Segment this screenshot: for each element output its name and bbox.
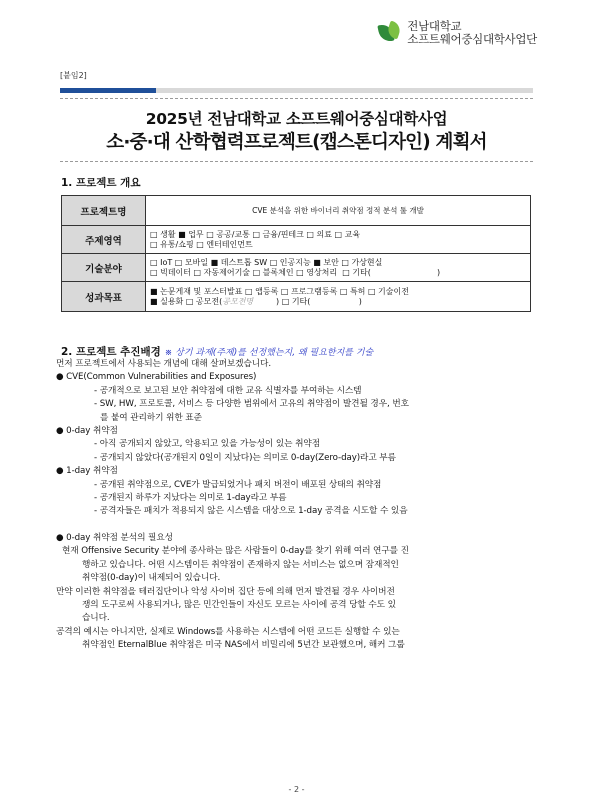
outcome-goal-value — [146, 282, 531, 312]
tech-field-line1: □ IoT □ 모바일 ■ 데스트톱 SW □ 인공지능 ■ 보안 □ 가상현실 — [150, 257, 383, 267]
bullet-item: ● 0-day 취약점 — [56, 426, 118, 437]
paragraph-line: 취약점인 EternalBlue 취약점은 미국 NAS에서 비밀리에 5년간 보관했으며, 해커 그룹 — [82, 640, 405, 651]
topic-area-line2: □ 유통/쇼핑 □ 엔터테인먼트 — [150, 239, 253, 249]
paragraph-line: 현재 Offensive Security 분야에 종사하는 많은 사람들이 0-day를 찾기 위해 여러 연구를 진 — [62, 546, 409, 557]
paragraph-line: 행하고 있습니다. 어떤 시스템이든 취약점이 존재하지 않는 서비스는 없으며 잠재적인 — [82, 559, 399, 570]
bullet-item: ● 0-day 취약점 분석의 필요성 — [56, 532, 173, 543]
divider — [60, 98, 533, 99]
outcome-goal-text: ■ 실용화 □ 공모전( — [150, 296, 223, 306]
project-name-value: CVE 분석을 위한 바이너리 취약점 정적 분석 툴 개발 — [146, 196, 531, 226]
section2-guide-note: ※ 상기 과제(주제)를 선정했는지, 왜 필요한지를 기술 — [164, 348, 374, 358]
logo-university-name: 전남대학교 — [407, 19, 462, 33]
paragraph-line: 습니다. — [82, 613, 110, 624]
sub-item: - 아직 공개되지 않았고, 악용되고 있을 가능성이 있는 취약점 — [94, 439, 320, 450]
intro-text: 먼저 프로젝트에서 사용되는 개념에 대해 살펴보겠습니다. — [56, 359, 271, 369]
paragraph-line: 취약점(0-day)이 내제되어 있습니다. — [82, 573, 221, 584]
paragraph-line: 공격의 예시는 아니지만, 실제로 Windows를 사용하는 시스템에 어떤 코드든 실행할 수 있는 — [56, 626, 400, 637]
topic-area-line1: □ 생활 ■ 업무 □ 공공/교통 □ 금융/핀테크 □ 의료 □ 교육 — [150, 229, 361, 239]
sub-item: - SW, HW, 프로토콜, 서비스 등 다양한 범위에서 고유의 취약점이 발견될 경우, 번호 — [94, 399, 409, 410]
row-label: 주제영역 — [62, 226, 146, 254]
row-label: 기술분야 — [62, 254, 146, 282]
tech-field-value — [146, 254, 531, 282]
topic-area-value — [146, 226, 531, 254]
paragraph-line: 쟁의 도구로써 사용되거나, 많은 민간인들이 자신도 모르는 사이에 공격 당할 수도 있 — [82, 599, 396, 610]
sub-item: - 공개적으로 보고된 보안 취약점에 대한 교유 식별자를 부여하는 시스템 — [94, 385, 362, 396]
table-row — [62, 282, 531, 312]
bullet-item: ● 1-day 취약점 — [56, 466, 118, 477]
section2-body — [56, 358, 536, 653]
header-bar — [60, 88, 533, 93]
tech-field-line2: □ 빅데이터 □ 자동제어기술 □ 블록체인 □ 영상처리 □ 기타( ) — [150, 267, 441, 277]
row-label: 프로젝트명 — [62, 196, 146, 226]
section1-heading: 1. 프로젝트 개요 — [61, 177, 141, 189]
sub-item: - 공개된 취약점으로, CVE가 발급되었거나 패치 버전이 배포된 상태의 취약점 — [94, 479, 382, 490]
page-number: - 2 - — [288, 785, 305, 794]
table-row — [62, 226, 531, 254]
table-row — [62, 196, 531, 226]
document-title-line2: 소·중·대 산학협력프로젝트(캡스톤디자인) 계획서 — [106, 132, 487, 153]
paragraph-line: 만약 이러한 취약점을 테러집단이나 악성 사이버 집단 등에 의해 먼저 발견될 경우 사이버전 — [56, 586, 395, 597]
attachment-label: [붙임2] — [60, 71, 87, 80]
outcome-goal-text-tail: ) □ 기타( ) — [253, 296, 362, 306]
project-overview-table — [61, 195, 531, 312]
sub-item: - 공개된지 하루가 지났다는 의미로 1-day라고 부름 — [94, 493, 287, 504]
outcome-goal-line1: ■ 논문게재 및 포스터발표 □ 앱등록 □ 프로그램등록 □ 특허 □ 기술이전 — [150, 286, 409, 296]
sub-item: 를 붙여 관리하기 위한 표준 — [100, 412, 202, 423]
divider — [60, 161, 533, 162]
contest-name-placeholder: 공모전명 — [222, 296, 254, 306]
outcome-goal-line2 — [150, 297, 526, 307]
logo-program-name: 소프트웨어중심대학사업단 — [407, 32, 537, 46]
row-label: 성과목표 — [62, 282, 146, 312]
table-row — [62, 254, 531, 282]
document-title-line1: 2025년 전남대학교 소프트웨어중심대학사업 — [145, 110, 448, 128]
sub-item: - 공격자들은 패치가 적용되지 않은 시스템을 대상으로 1-day 공격을 시도할 수 있음 — [94, 506, 408, 517]
leaf-logo-icon — [377, 20, 403, 46]
section2-title: 2. 프로젝트 추진배경 — [61, 346, 161, 358]
sub-item: - 공개되지 않았다(공개된지 0일이 지났다)는 의미로 0-day(Zero-day)라고 부름 — [94, 452, 396, 463]
section2-heading — [61, 344, 373, 359]
university-logo — [377, 20, 537, 46]
bullet-item: ● CVE(Common Vulnerabilities and Exposures) — [56, 372, 257, 383]
